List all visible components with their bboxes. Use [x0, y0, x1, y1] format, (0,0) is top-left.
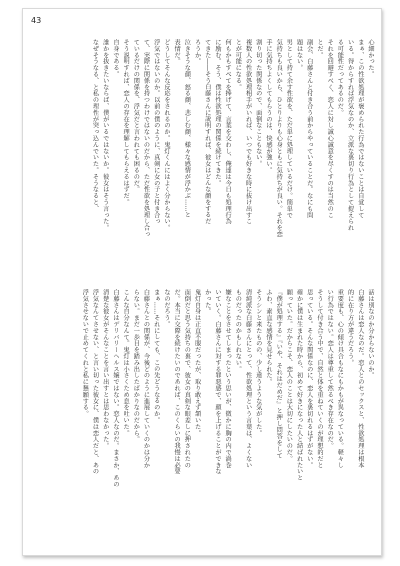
text-line: そう説明すれば、恋人の存在を理解してもらえるはずだ。 [122, 39, 130, 206]
text-block-bottom [35, 289, 375, 539]
text-line: まぁ……それにしても、この先どうなるのか。 [152, 289, 160, 424]
text-line: ふわ、素直な感情を見せられた。 [264, 289, 272, 385]
text-line: らない。まだ一歩目を踏み出したばかりなのだから。 [132, 289, 140, 443]
text-line: 心細かった。 [367, 39, 374, 78]
text-line: 清純派な白藤さんにとって、性欲処理という言葉は、よくない [244, 289, 252, 469]
text-line: なぜそうなる、と私の理性が突っ込んでいた。そうなると、 [91, 39, 99, 212]
text-line: 浮気なんてさせない、と言い切った彼女に、僕は恋人だと、あの [91, 289, 99, 475]
text-line: 手に気持ちよくしてもらうのは、快感が強い。 [264, 39, 272, 174]
text-line: それを回避すべく、恋人に対し誠心誠意を尽くすのは当然のこ [326, 39, 334, 219]
text-line: 複数人の性欲処理相手がいれば、いつでも好きな時に抜け出すこ [244, 39, 252, 225]
text-line: 白藤さんは恋人なのだ。恋人とのセックスと、性欲処理は根本 [356, 289, 364, 469]
text-block-top [35, 39, 375, 274]
text-line: ものだったのかもしれない。 [234, 289, 242, 373]
text-line: そうして付き合う中で、自然と体を重ねていくのが理想的だと [315, 289, 323, 469]
page-number: 43 [31, 16, 42, 25]
text-line: 泣きそうな顔、怒る顔、悲しむ顔、様々な感情が浮かぶ……と [183, 39, 191, 219]
text-line: 男として持て余す性欲を、ただ単に処理しているだけ。簡単で [285, 39, 293, 219]
text-line: とだ。 [315, 39, 323, 59]
text-line: だ。本当に交際を続けたいのであれば、このくらいの我慢は必要 [173, 289, 181, 475]
text-line: いていく。白藤さんに対する罪悪感で、顔を上げることができな [213, 289, 221, 475]
text-line: かった。 [203, 289, 211, 315]
text-line: い行為ではない。恋人は尊重して然るべき存在なのだ。 [326, 289, 334, 449]
text-line: そうシンと来たものの、少し違うような気がした。 [254, 289, 262, 437]
text-line: 副会、白藤さんと付き合う前からやっていることだ。なにも問 [305, 39, 313, 219]
text-line: 面倒だと思う気持ちの裏で、彼女の真剣な眼差しに押されたの [183, 289, 191, 469]
text-line: て、実際に関係を持つわけではないのだから、ただ性欲を処理し合っ [142, 39, 150, 238]
text-line: 割り切った関係なので、面倒なこともない。 [254, 39, 262, 167]
text-line: 思っている。そんな関係なのに、恋人を裏切れるはずがない。 [305, 289, 313, 469]
text-line: 確かに僕は生まれた時から、初めて好きになった人と結ばれたいと [295, 289, 303, 481]
text-line: どうしてそんな反応をされるのか。鬼灯くんにはよく分からない。 [162, 39, 170, 231]
text-line: に励む。そう、僕は性欲処理の関係を続けてきた。 [213, 39, 221, 187]
text-line: 『僕が処理する』『いや、それはだめだ』と押し問答をして [275, 289, 283, 459]
document-page [22, 8, 382, 556]
text-line: 重要度も、心の傾け具合もなにもかもが異なっている。軽々し [336, 289, 344, 469]
text-line: 白藤さんとの関係が、今後どのように進展していくのかは分か [142, 289, 150, 469]
text-line: 白藤さんはデリバリーヘルス嬢ではない。恋人なのだ。まさか、あの [111, 289, 119, 488]
text-line: ているだけの関係を、浮気だと言われても困るのだ。 [132, 39, 140, 193]
text-line: なのだろう。 [162, 289, 170, 328]
text-line: てきた――そう白藤さんに説明すれば、彼女はどんな顔をするだ [203, 39, 211, 225]
text-line: 話は別なのか分からないのか。 [367, 289, 374, 379]
text-line: 表情だ。 [173, 39, 181, 65]
text-line: 何もかもすべてを捧げて、言葉を交わし、俺達は今日も処理行為 [224, 39, 232, 225]
text-line: まぁ、この性欲処理が褒められた行為ではないことは自覚して [356, 39, 364, 219]
text-line: 鬼灯自身は正直不服だったが、取り敢えず頷いた。 [193, 289, 201, 437]
text-line: 清楚な彼女がそんなことを言い出すとは思わなかった。 [101, 289, 109, 449]
text-line: ろうか。 [193, 39, 201, 65]
text-line: とが可能になる。 [234, 39, 242, 91]
text-line: 浮気ではないのか。以前の僕のように、真剣に女の子と付き合っ [152, 39, 160, 225]
text-line: 気持ちも良いから、ひとりよりも心身ともに気持ちが良い。それを恋 [275, 39, 283, 238]
text-line: 的に在り方が違うだろう。 [346, 289, 354, 366]
text-line: 題はない。 [295, 39, 303, 71]
text-line: いる。得からすれば浮気なのか、立派な裏切り行為として捉えられ [346, 39, 354, 231]
text-line: こんな自分なんて。鬼灯は小さくため息を吐いた。 [122, 289, 130, 437]
text-line: る可能性だってあるのだ。 [336, 39, 344, 116]
text-line: 自身である。 [111, 39, 119, 78]
text-line: 嫌なことをさせてしまったという思いが、微かに胸の内で渦巻 [224, 289, 232, 469]
text-line: 浮気させないで止めてくれと私に懇願する。 [81, 289, 89, 417]
text-line: 誰かを抜きたいならば、僕がいるではないか。彼女はそう言った。 [101, 39, 109, 231]
text-line: 願っていた。だからこそ、恋人のことは大切にしたいのだ。 [285, 289, 293, 462]
